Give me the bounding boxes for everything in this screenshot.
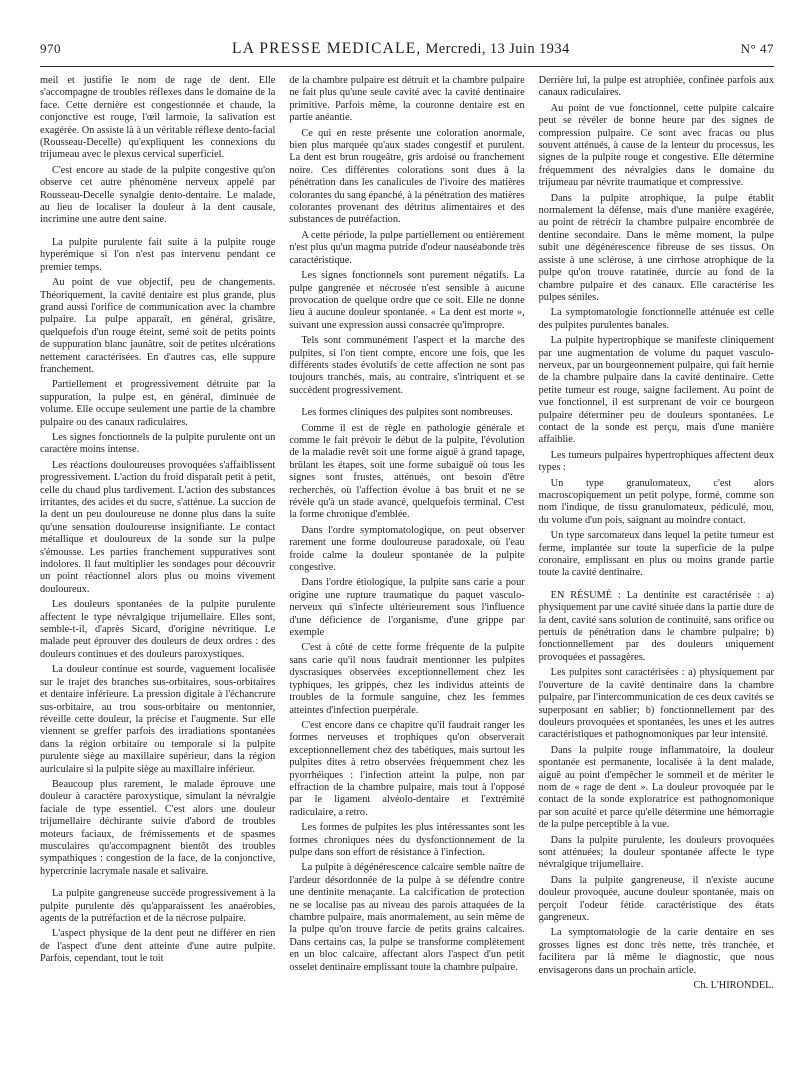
paragraph: Un type sarcomateux dans lequel la petite tumeur est ferme, implantée sur toute la superficie de la pulpe coronaire, emplissant en plus ou moins grande partie toute la cavité dentinaire. — [538, 530, 774, 579]
section-gap — [40, 881, 275, 888]
page-header — [40, 40, 774, 67]
paragraph: Un type granulomateux, c'est alors macroscopiquement un petit polype, formé, comme son nom l'indique, de tissu granulomateux, pédiculé, mou, du volume d'un pois, saignant au moindre contact. — [538, 477, 774, 526]
column-1 — [40, 75, 275, 995]
paragraph: Dans la pulpite atrophique, la pulpe établit normalement la défense, mais d'une manière exagérée, au point de rétrécir la chambre pulpaire encombrée de dentine secondaire. Dans le même moment, la pulpe subit une dégénérescence fibreuse de ses tissus. On assiste à une sclérose, à une cirrhose atrophique de la pulpe qu'on trouve ratatinée, durcie au fond de la chambre pulpaire et des canaux. Elle caractérise les pulpes séniles. — [538, 192, 774, 303]
paragraph: Derrière lui, la pulpe est atrophiée, confinée parfois aux canaux radiculaires. — [538, 75, 774, 99]
section-gap — [40, 230, 275, 237]
masthead-date: Mercredi, 13 Juin 1934 — [425, 41, 570, 57]
section-gap — [289, 400, 524, 407]
paragraph: Partiellement et progressivement détruite par la suppuration, la pulpe est, en général, diminuée de volume. Elle occupe seulement une partie de la chambre pulpaire ou des canaux radiculaires. — [40, 379, 276, 428]
paragraph: Comme il est de règle en pathologie générale et comme le fait prévoir le début de la pulpite, l'évolution de la maladie revêt soit une forme aiguë à grand tapage, brûlant les étapes, soit une forme subaiguë où tous les signes sont frustes, atténués, ont besoin d'être recherchés, où l'affection évolue à bas bruit et ne se révèle qu'à un stade avancé, quelquefois terminal. C'est la forme chronique d'emblée. — [289, 422, 525, 521]
paragraph: Au point de vue fonctionnel, cette pulpite calcaire peut se révéler de bonne heure par des signes de compression pulpaire. Ce sont avec fracas ou plus souvent atténués, à cause de la lenteur du processus, les signes de la pulpite rouge et congestive. Elle détermine fréquemment des névralgies dans le domaine du trijumeau par névrite traumatique et compressive. — [538, 102, 774, 189]
paragraph: La pulpite hypertrophique se manifeste cliniquement par une augmentation de volume du paquet vasculo-nerveux, par un bourgeonnement pulpaire, qui fait hernie de la chambre pulpaire dans la cavité dentinaire. Cette petite tumeur est rouge, saigne facilement. Au point de vue fonctionnel, il est surprenant de voir ce bourgeon pulpaire déterminer peu de douleurs spontanées. Le contact de la sonde est perçu, mais d'une manière affaiblie. — [538, 335, 774, 446]
paragraph: Les pulpites sont caractérisées : a) physiquement par l'ouverture de la cavité dentinaire dans la chambre pulpaire, par l'intercommunication de ces deux cavités se superposant en sablier; b) fonctionnellement par des douleurs provoquées et spontanées, les unes et les autres caractéristiques et pathognomoniques par leur intensité. — [538, 667, 774, 741]
paragraph: Dans la pulpite purulente, les douleurs provoquées sont atténuées; la douleur spontanée affecte le type névralgique trijumellaire. — [538, 834, 774, 871]
author-signature: Ch. L'HIRONDEL. — [693, 980, 774, 992]
paragraph: L'aspect physique de la dent peut ne différer en rien de l'aspect d'une dent atteinte d'une autre pulpite. Parfois, cependant, tout le toit — [40, 928, 276, 965]
paragraph: Beaucoup plus rarement, le malade éprouve une douleur à caractère paroxystique, simulant la névralgie faciale de type essentiel. C'est alors une douleur trijumellaire déchirante suivie d'abord de troubles moteurs faciaux, de frémissements et de spasmes musculaires qu'accompagnent bientôt des troubles sympathiques : congestion de la face, de la conjonctive, hypercrinie lacrymale nasale et salivaire. — [40, 778, 276, 877]
paragraph: La pulpite purulente fait suite à la pulpite rouge hyperémique si l'on n'est pas intervenu pendant ce premier temps. — [40, 236, 276, 273]
article-body — [40, 75, 774, 995]
paragraph: Dans l'ordre symptomatologique, on peut observer rarement une forme douloureuse paradoxale, où l'eau froide calme la douleur spontanée de la pulpite congestive. — [289, 524, 525, 574]
paragraph: A cette période, la pulpe partiellement ou entièrement n'est plus qu'un magma putride d'odeur nauséabonde très caractéristique. — [289, 229, 525, 266]
paragraph: C'est à côté de cette forme fréquente de la pulpite sans carie qu'il nous faudrait mentionner les pulpites dyscrasiques observées exceptionnellement chez les typhiques, les grippés, chez les individus atteints de troubles de la formule sanguine, chez les femmes atteintes d'infection puerpérale. — [289, 642, 525, 716]
paragraph: Tels sont communément l'aspect et la marche des pulpites, si l'on tient compte, encore une fois, que les différents stades évolutifs de cette affection ne sont pas toujours tranchés, mais, au contraire, s'intriquent et se succèdent progressivement. — [289, 335, 525, 396]
paragraph: Les signes fonctionnels de la pulpite purulente ont un caractère moins intense. — [40, 431, 276, 456]
paragraph: La pulpite gangreneuse succède progressivement à la pulpite purulente dès qu'apparaissent les anaérobies, agents de la putréfaction et de la nécrose pulpaire. — [40, 888, 276, 924]
paragraph: Les signes fonctionnels sont purement négatifs. La pulpe gangrenée et nécrosée n'est sensible à aucune provocation de quelque ordre que ce soit. Elle ne donne lieu à aucune douleur spontanée. « La dent est morte », suivant une expression aussi consacrée qu'impropre. — [289, 270, 525, 331]
paragraph: La symptomatologie de la carie dentaire en ses grosses lignes est donc très nette, très tranchée, et facilitera par là même le diagnostic, que nous envisagerons dans un prochain article. — [538, 927, 774, 976]
paragraph: La symptomatologie fonctionnelle atténuée est celle des pulpites purulentes banales. — [538, 307, 774, 331]
page-number: 970 — [40, 41, 61, 56]
issue-number: N° 47 — [740, 41, 774, 56]
paragraph: Les douleurs spontanées de la pulpite purulente affectent le type névralgique trijumellaire. Elles sont, semble-t-il, d'après Sicard, d'origine névritique. Le malade peut éprouver des douleurs de deux ordres : des douleurs continues et des douleurs paroxystiques. — [40, 599, 276, 660]
column-2 — [289, 75, 524, 995]
paragraph: La douleur continue est sourde, vaguement localisée sur le trajet des branches sus-orbitaires, sous-orbitaires et dentaire inférieure. La pression digitale à l'échancrure sus-orbitaire, au trou sous-orbitaire ou mentonnier, réveille cette douleur, la précise et l'augmente. Sur elle viennent se greffer parfois des irradiations spontanées dans la région orbitaire ou temporale si la pulpite purulente siège au maxillaire supérieur, dans la région auriculaire si la pulpite siège au maxillaire inférieur. — [40, 664, 276, 775]
paragraph: La pulpite à dégénérescence calcaire semble naître de l'ardeur désordonnée de la pulpe à se défendre contre une dentinite menaçante. La calcification de protection ne se localise pas au niveau des parois attaquées de la chambre pulpaire, mais anormalement, au sein même de la pulpe qu'on trouve farcie de petits grains calcaires. Dans certains cas, la pulpe se transforme complètement en un bloc calcaire, affectant alors l'aspect d'un petit osselet dentinaire emplissant toute la chambre pulpaire. — [289, 862, 525, 973]
paragraph: Dans la pulpite rouge inflammatoire, la douleur spontanée est permanente, localisée à la dent malade, aiguë au point d'empêcher le sommeil et de mériter le nom de « rage de dent ». La douleur provoquée par le contact de la sonde exploratrice est pathognomonique par son acuité et parce qu'elle détermine une hémorragie de la pulpe perceptible à la vue. — [538, 744, 774, 831]
paragraph: C'est encore dans ce chapitre qu'il faudrait ranger les formes nerveuses et trophiques qu'on observerait exceptionnellement chez des tabétiques, mais surtout les pulpites dites à retro observées fréquemment chez les pyorrhéiques : l'infection atteint la pulpe, non par effraction de la chambre pulpaire, mais tout à l'opposé par le ligament alvéolo-dentaire et l'extrémité radiculaire, a retro. — [289, 719, 525, 818]
paragraph: Dans la pulpite gangreneuse, il n'existe aucune douleur provoquée, aucune douleur spontanée, mais on perçoit l'odeur fétide caractéristique des états gangreneux. — [538, 874, 774, 923]
masthead — [232, 40, 570, 58]
section-gap — [539, 583, 774, 590]
paragraph: Les tumeurs pulpaires hypertrophiques affectent deux types : — [538, 449, 774, 474]
paragraph: Dans l'ordre étiologique, la pulpite sans carie a pour origine une rupture traumatique du paquet vasculo-nerveux qui s'infecte ultérieurement sous l'influence d'une déficience de l'organisme, d'une grippe par exemple — [289, 577, 525, 639]
column-3 — [539, 75, 774, 995]
paragraph: de la chambre pulpaire est détruit et la chambre pulpaire ne fait plus qu'une seule cavité avec la cavité dentinaire primitive. Parfois même, la couronne dentaire est en partie anéantie. — [289, 75, 525, 124]
masthead-title: LA PRESSE MEDICALE, — [232, 40, 422, 57]
paragraph: Les formes cliniques des pulpites sont nombreuses. — [301, 407, 513, 419]
paragraph: meil et justifie le nom de rage de dent. Elle s'accompagne de troubles réflexes dans le domaine de la face. Cette dernière est congestionnée et chaude, la conjonctive est rouge, l'œil larmoie, la salivation est exagérée. On assiste là à un véritable réflexe dento-facial (Rousseau-Decelle) qu'expliquent les connexions du trijumeau avec le plexus cervical superficiel. — [40, 75, 276, 161]
paragraph: Les réactions douloureuses provoquées s'affaiblissent progressivement. L'action du froid disparaît petit à petit, celle du chaud plus tardivement. L'action des substances irritantes, des acides et du sucre, s'atténue. La succion de la dent un peu douloureuse ne donne plus dans la suite qu'une sensation douloureuse insignifiante. Le contact métallique et douloureux de la sonde sur la pulpe s'émousse. Les parties franchement suppuratives sont indolores. Il faut multiplier les sondages pour découvrir un point réactionnel alors plus ou moins vivement douloureux. — [40, 459, 276, 595]
paragraph: Ce qui en reste présente une coloration anormale, bien plus marquée qu'aux stades congestif et purulent. La dent est brun rougeâtre, gris ardoisé ou franchement noire. Ces différentes colorations sont dues à la pénétration dans les canalicules de l'ivoire des matières colorantes du sang épanché, à la pénétration des matières colorantes provenant des détritus alimentaires et des substances de putréfaction. — [289, 127, 525, 226]
paragraph: C'est encore au stade de la pulpite congestive qu'on observe cet autre phénomène nerveux appelé par Rousseau-Decelle synalgie dento-dentaire. Le malade, au lieu de localiser la douleur à la dent causale, incrimine une autre dent saine. — [40, 164, 276, 226]
paragraph: Au point de vue objectif, peu de changements. Théoriquement, la cavité dentaire est plus grande, plus grand aussi l'orifice de communication avec la chambre pulpaire. La pulpe apparaît, en général, grisâtre, quelquefois d'un rouge éteint, semé soit de petits points de suppuration blanc jaunâtre, soit de petites ulcérations nettement caractérisées. En d'autres cas, elle suppure franchement. — [40, 277, 276, 375]
paragraph: EN RÉSUMÉ : La dentinite est caractérisée : a) physiquement par une cavité située dans la partie dure de la dent, cavité sans solution de continuité, sans orifice ou pertuis de pénétration dans le chambre pulpaire; b) fonctionnellement par des douleurs uniquement provoquées et passagères. — [538, 589, 774, 663]
paragraph: Les formes de pulpites les plus intéressantes sont les formes chroniques nées du dysfonctionnement de la pulpe dans son effort de résistance à l'infection. — [289, 822, 525, 858]
